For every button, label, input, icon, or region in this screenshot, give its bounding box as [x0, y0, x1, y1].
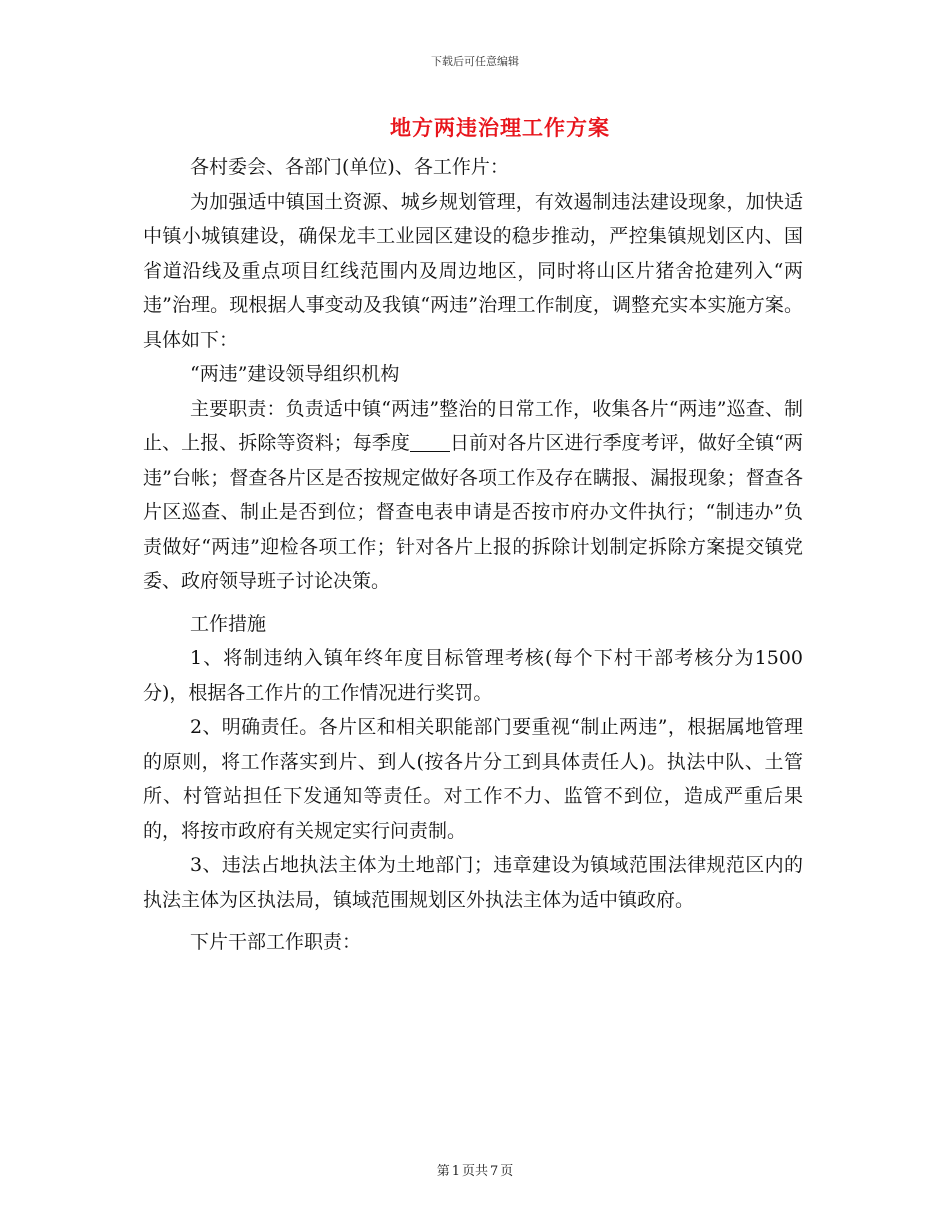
- footer-middle: 页共: [461, 1164, 488, 1179]
- measure-item: 1、将制违纳入镇年终年度目标管理考核(每个下村干部考核分为1500分)，根据各工作片的工作情况进行奖罚。: [143, 647, 803, 704]
- salutation: 各村委会、各部门(单位)、各工作片：: [190, 156, 509, 178]
- duties-text-part1: 主要职责：负责适中镇“两违”整治的日常工作，收集各片“两违”巡查、制止、上报、拆除等资料；每季度: [143, 397, 803, 454]
- section-heading-organization: “两违”建设领导组织机构: [190, 363, 400, 385]
- footer-suffix: 页: [500, 1164, 514, 1179]
- measure-item: 3、违法占地执法主体为土地部门；违章建设为镇域范围法律规范区内的执法主体为区执法局，镇域范围规划区外执法主体为适中镇政府。: [143, 854, 803, 911]
- section-heading-cadre-duties: 下片干部工作职责：: [190, 931, 362, 953]
- intro-paragraph: 为加强适中镇国土资源、城乡规划管理，有效遏制违法建设现象，加快适中镇小城镇建设，确保龙丰工业园区建设的稳步推动，严控集镇规划区内、国省道沿线及重点项目红线范围内及周边地区，同时将山区片猪舍抢建列入“两违”治理。现根据人事变动及我镇“两违”治理工作制度，调整充实本实施方案。具体如下：: [143, 190, 803, 351]
- document-title: 地方两违治理工作方案: [390, 115, 610, 140]
- footer-current-page: 1: [451, 1164, 460, 1179]
- fill-in-blank: [410, 432, 450, 452]
- duties-paragraph: [143, 392, 803, 599]
- duties-text-part2: 日前对各片区进行季度考评，做好全镇“两违”台帐；督查各片区是否按规定做好各项工作及存在瞒报、漏报现象；督查各片区巡查、制止是否到位；督查电表申请是否按市府办文件执行；“制违办”负责做好“两违”迎检各项工作；针对各片上报的拆除计划制定拆除方案提交镇党委、政府领导班子讨论决策。: [143, 432, 803, 592]
- measure-item: 2、明确责任。各片区和相关职能部门要重视“制止两违”，根据属地管理的原则，将工作落实到片、到人(按各片分工到具体责任人)。执法中队、土管所、村管站担任下发通知等责任。对工作不力、监管不到位，造成严重后果的，将按市政府有关规定实行问责制。: [143, 716, 803, 842]
- header-note: 下载后可任意编辑: [431, 55, 519, 68]
- page-footer: [0, 1160, 950, 1179]
- document-body: [143, 150, 803, 960]
- section-heading-measures: 工作措施: [190, 612, 267, 635]
- footer-prefix: 第: [436, 1164, 450, 1179]
- footer-total-pages: 7: [490, 1164, 499, 1179]
